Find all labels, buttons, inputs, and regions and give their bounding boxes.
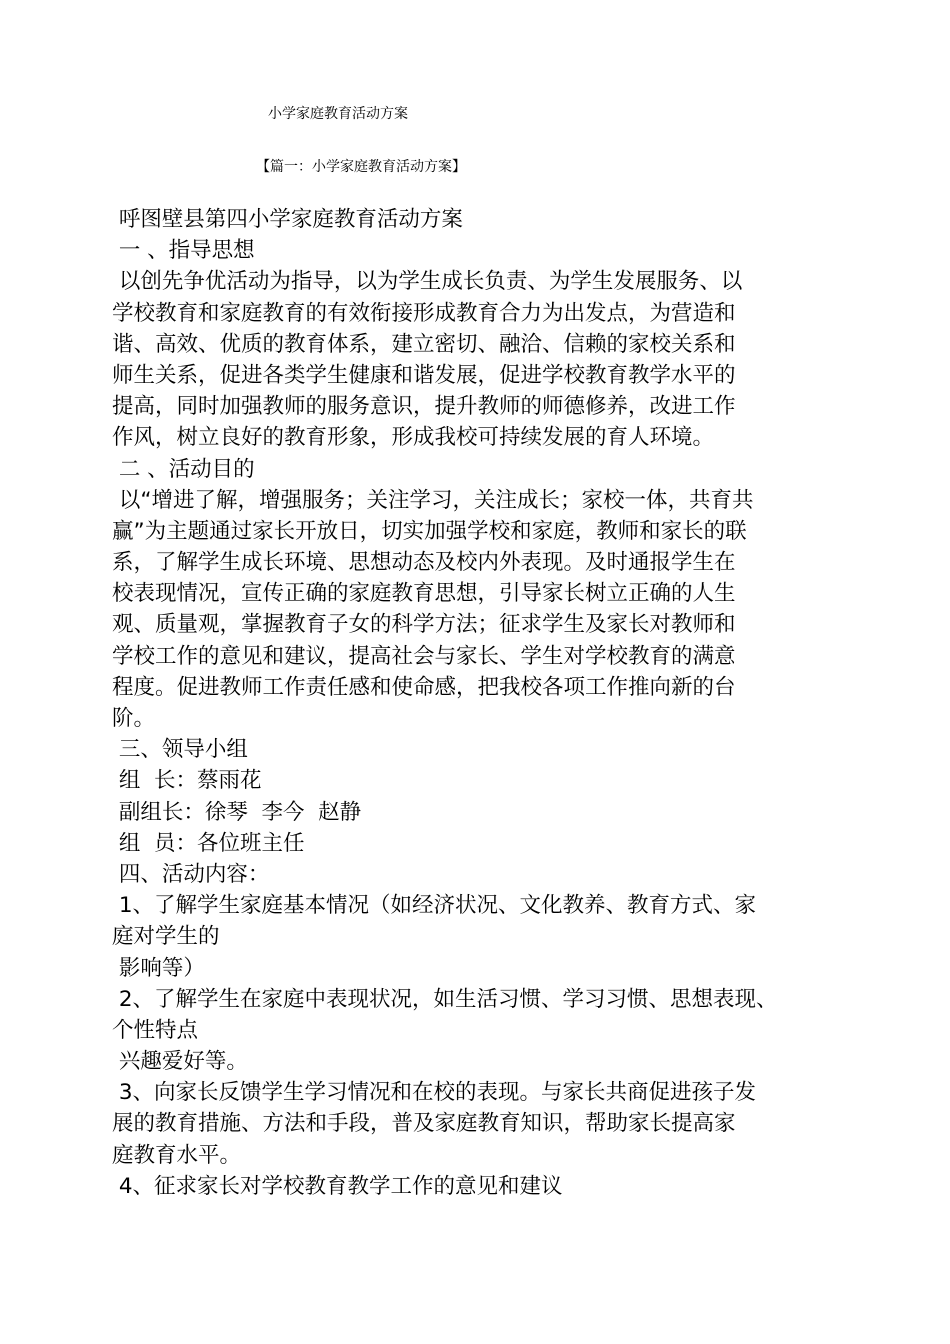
text-line: 校表现情况，宣传正确的家庭教育思想，引导家长树立正确的人生 [112,581,736,607]
text-line: 4、征求家长对学校教育教学工作的意见和建议 [112,1173,563,1199]
text-line: 庭教育水平。 [112,1142,242,1168]
text-line: 兴趣爱好等。 [112,1049,248,1075]
text-line: 作风，树立良好的教育形象，形成我校可持续发展的育人环境。 [112,425,715,451]
text-line: 以“增进了解，增强服务；关注学习，关注成长；家校一体，共育共 [112,487,754,513]
text-line: 庭对学生的 [112,924,220,950]
text-line: 阶。 [112,706,156,731]
text-line: 学校教育和家庭教育的有效衔接形成教育合力为出发点，为营造和 [112,300,736,326]
text-line: 谐、高效、优质的教育体系，建立密切、融洽、信赖的家校关系和 [112,331,736,357]
text-line: 系，了解学生成长环境、思想动态及校内外表现。及时通报学生在 [112,550,736,576]
text-line: 学校工作的意见和建议，提高社会与家长、学生对学校教育的满意 [112,643,736,669]
text-line: 组 员：各位班主任 [112,830,305,856]
text-line: 提高，同时加强教师的服务意识，提升教师的师德修养，改进工作 [112,394,736,420]
text-line: 组 长：蔡雨花 [112,768,262,794]
text-line: 呼图壁县第四小学家庭教育活动方案 [112,207,463,232]
text-line: 1、了解学生家庭基本情况（如经济状况、文化教养、教育方式、家 [112,893,757,919]
text-line: 一 、指导思想 [112,238,255,264]
text-line: 赢”为主题通过家长开放日，切实加强学校和家庭，教师和家长的联 [112,518,747,544]
text-line: 个性特点 [112,1017,199,1043]
text-line: 3、向家长反馈学生学习情况和在校的表现。与家长共商促进孩子发 [112,1080,757,1106]
text-line: 二 、活动目的 [112,456,255,482]
text-line: 以创先争优活动为指导，以为学生成长负责、为学生发展服务、以 [112,269,743,295]
document-title: 小学家庭教育活动方案 [268,106,408,122]
text-line: 师生关系，促进各类学生健康和谐发展，促进学校教育教学水平的 [112,362,736,388]
text-line: 程度。促进教师工作责任感和使命感，把我校各项工作推向新的台 [112,674,736,700]
text-line: 展的教育措施、方法和手段，普及家庭教育知识，帮助家长提高家 [112,1111,736,1137]
text-line: 四、活动内容： [112,861,270,887]
text-line: 2、了解学生在家庭中表现状况，如生活习惯、学习习惯、思想表现、 [112,986,778,1012]
document-body [112,204,852,1202]
text-line: 副组长：徐琴 李今 赵静 [112,799,362,825]
section-heading: 【篇一：小学家庭教育活动方案】 [256,159,466,175]
text-line: 观、质量观，掌握教育子女的科学方法；征求学生及家长对教师和 [112,612,736,638]
text-line: 影响等） [112,955,205,981]
text-line: 三、领导小组 [112,737,248,763]
